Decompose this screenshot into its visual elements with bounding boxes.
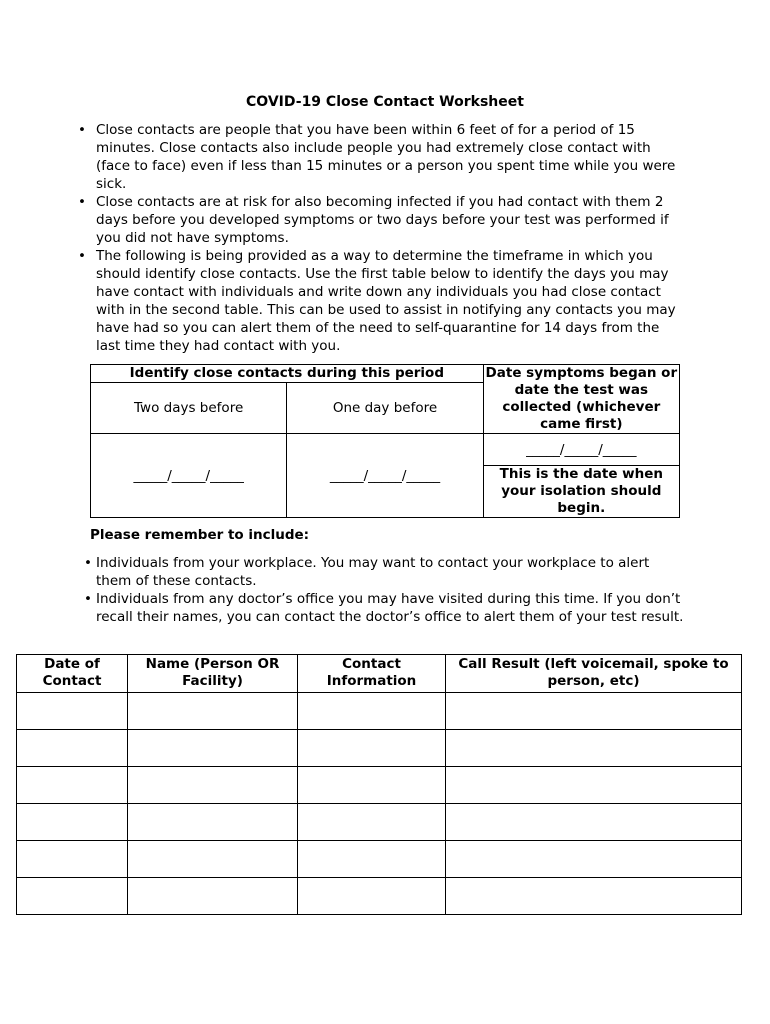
call-result-cell[interactable] — [446, 730, 742, 767]
one-day-before-date[interactable]: _____/_____/_____ — [287, 434, 483, 518]
period-table-header: Identify close contacts during this period — [91, 365, 484, 383]
call-result-cell[interactable] — [446, 804, 742, 841]
symptoms-date-header: Date symptoms began or date the test was collected (whichever came first) — [483, 365, 679, 434]
name-cell[interactable] — [128, 693, 298, 730]
name-cell[interactable] — [128, 804, 298, 841]
name-cell[interactable] — [128, 767, 298, 804]
contact-info-cell[interactable] — [298, 730, 446, 767]
bullet-icon: • — [84, 555, 92, 571]
period-table — [90, 364, 680, 518]
page-title: COVID-19 Close Contact Worksheet — [246, 94, 524, 110]
bullet-icon: • — [78, 194, 86, 210]
table-row — [17, 804, 742, 841]
date-cell[interactable] — [17, 730, 128, 767]
info-bullet-text: The following is being provided as a way to determine the timeframe in which you should identify close contacts. Use the first table below to identify the days you may have contact with individuals and write down any individuals you had close contact with in the second table. This can be used to assist in notifying any contacts you may have had so you can alert them of the need to self-quarantine for 14 days from the last time they had contact with you. — [96, 248, 676, 354]
info-bullet — [78, 247, 678, 355]
call-result-cell[interactable] — [446, 693, 742, 730]
bullet-icon: • — [78, 122, 86, 138]
remember-heading: Please remember to include: — [90, 527, 310, 543]
contact-info-cell[interactable] — [298, 693, 446, 730]
bullet-icon: • — [78, 248, 86, 264]
date-cell[interactable] — [17, 693, 128, 730]
include-item — [84, 554, 684, 590]
contacts-table-header-row — [17, 655, 742, 693]
date-cell[interactable] — [17, 804, 128, 841]
include-item — [84, 590, 684, 626]
name-header: Name (Person OR Facility) — [128, 655, 298, 693]
contact-info-cell[interactable] — [298, 878, 446, 915]
two-days-before-label: Two days before — [91, 382, 287, 434]
contacts-table — [16, 654, 742, 915]
date-cell[interactable] — [17, 767, 128, 804]
call-result-cell[interactable] — [446, 767, 742, 804]
include-list — [84, 554, 684, 626]
table-row — [17, 878, 742, 915]
date-of-contact-header: Date of Contact — [17, 655, 128, 693]
bullet-icon: • — [84, 591, 92, 607]
table-row — [17, 730, 742, 767]
contact-info-cell[interactable] — [298, 767, 446, 804]
contact-info-cell[interactable] — [298, 804, 446, 841]
name-cell[interactable] — [128, 730, 298, 767]
call-result-cell[interactable] — [446, 841, 742, 878]
call-result-header: Call Result (left voicemail, spoke to person, etc) — [446, 655, 742, 693]
include-item-text: Individuals from your workplace. You may want to contact your workplace to alert them of these contacts. — [96, 555, 650, 589]
info-bullet-text: Close contacts are at risk for also becoming infected if you had contact with them 2 days before you developed symptoms or two days before your test was performed if you did not have symptoms. — [96, 194, 669, 246]
date-cell[interactable] — [17, 841, 128, 878]
symptoms-date-field[interactable]: _____/_____/_____ — [483, 434, 679, 466]
two-days-before-date[interactable]: _____/_____/_____ — [91, 434, 287, 518]
isolation-note: This is the date when your isolation should begin. — [483, 466, 679, 518]
call-result-cell[interactable] — [446, 878, 742, 915]
info-bullet — [78, 121, 678, 193]
name-cell[interactable] — [128, 878, 298, 915]
contact-info-cell[interactable] — [298, 841, 446, 878]
info-bullet — [78, 193, 678, 247]
table-row — [17, 841, 742, 878]
table-row — [17, 693, 742, 730]
name-cell[interactable] — [128, 841, 298, 878]
info-bullet-list — [78, 121, 678, 355]
include-item-text: Individuals from any doctor’s office you may have visited during this time. If you don’t recall their names, you can contact the doctor’s office to alert them of your test result. — [96, 591, 684, 625]
date-cell[interactable] — [17, 878, 128, 915]
contact-information-header: Contact Information — [298, 655, 446, 693]
table-row — [17, 767, 742, 804]
one-day-before-label: One day before — [287, 382, 483, 434]
info-bullet-text: Close contacts are people that you have been within 6 feet of for a period of 15 minutes. Close contacts also include people you had extremely close contact with (face to face) even if less than 15 minutes or a person you spent time while you were sick. — [96, 122, 676, 192]
